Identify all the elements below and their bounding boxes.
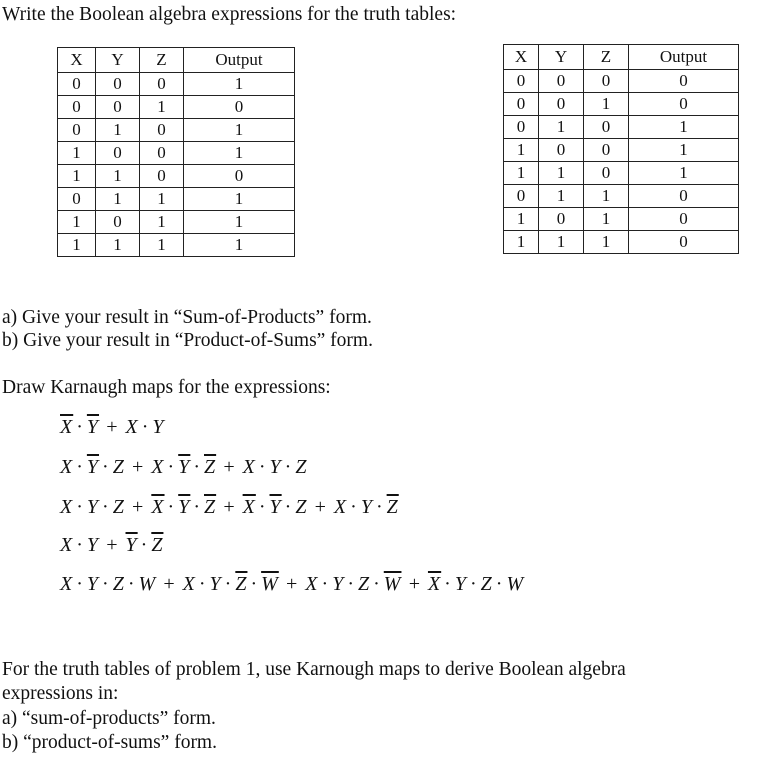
input-cell: 1 — [504, 208, 539, 231]
input-cell: 0 — [96, 73, 140, 96]
output-cell: 0 — [629, 185, 739, 208]
output-cell: 0 — [184, 96, 295, 119]
input-cell: 0 — [58, 96, 96, 119]
input-cell: 1 — [539, 185, 584, 208]
problem3-a: a) “sum-of-products” form. — [2, 708, 216, 729]
table-row — [58, 234, 295, 257]
input-cell: 1 — [584, 231, 629, 254]
table-row — [504, 208, 739, 231]
input-cell: 0 — [96, 96, 140, 119]
output-cell: 0 — [184, 165, 295, 188]
header-output: Output — [184, 48, 295, 73]
header-output: Output — [629, 45, 739, 70]
input-cell: 1 — [140, 211, 184, 234]
input-cell: 0 — [140, 119, 184, 142]
table-row — [58, 165, 295, 188]
truth-table-2 — [503, 44, 739, 254]
table-row — [504, 185, 739, 208]
output-cell: 1 — [184, 73, 295, 96]
header-z: Z — [584, 45, 629, 70]
table-header-row — [504, 45, 739, 70]
input-cell: 1 — [539, 116, 584, 139]
output-cell: 1 — [184, 211, 295, 234]
output-cell: 1 — [629, 139, 739, 162]
input-cell: 1 — [584, 208, 629, 231]
table-header-row — [58, 48, 295, 73]
header-x: X — [58, 48, 96, 73]
input-cell: 0 — [140, 73, 184, 96]
table-row — [504, 139, 739, 162]
table-row — [58, 188, 295, 211]
input-cell: 0 — [58, 73, 96, 96]
input-cell: 0 — [504, 116, 539, 139]
output-cell: 0 — [629, 93, 739, 116]
input-cell: 0 — [58, 188, 96, 211]
problem3-line1: For the truth tables of problem 1, use Karnough maps to derive Boolean algebra — [2, 659, 626, 680]
input-cell: 0 — [584, 162, 629, 185]
output-cell: 1 — [184, 142, 295, 165]
output-cell: 1 — [629, 162, 739, 185]
input-cell: 1 — [96, 165, 140, 188]
problem3-b: b) “product-of-sums” form. — [2, 732, 217, 753]
table-row — [504, 116, 739, 139]
input-cell: 1 — [58, 211, 96, 234]
input-cell: 1 — [58, 142, 96, 165]
input-cell: 0 — [504, 93, 539, 116]
input-cell: 1 — [96, 119, 140, 142]
input-cell: 0 — [140, 142, 184, 165]
expression-3: $X \cdot Y \cdot Z + \overline{X} \cdot \overline{Y} \cdot \overline{Z} + \overline{X} \cdot \overline{Y} \cdot Z + X \cdot Y \cdot \overline{Z}$ — [60, 496, 399, 518]
truth-table-1 — [57, 47, 295, 257]
input-cell: 0 — [539, 93, 584, 116]
input-cell: 1 — [140, 234, 184, 257]
header-y: Y — [96, 48, 140, 73]
input-cell: 1 — [140, 96, 184, 119]
table-row — [58, 142, 295, 165]
output-cell: 1 — [184, 188, 295, 211]
input-cell: 1 — [58, 234, 96, 257]
input-cell: 1 — [584, 93, 629, 116]
part-a: a) Give your result in “Sum-of-Products” form. — [2, 307, 372, 328]
output-cell: 1 — [184, 234, 295, 257]
output-cell: 1 — [184, 119, 295, 142]
input-cell: 0 — [539, 208, 584, 231]
table-row — [504, 93, 739, 116]
input-cell: 1 — [504, 139, 539, 162]
expression-4: $X \cdot Y + \overline{Y} \cdot \overline{Z}$ — [60, 534, 164, 556]
header-y: Y — [539, 45, 584, 70]
input-cell: 1 — [539, 162, 584, 185]
output-cell: 0 — [629, 231, 739, 254]
input-cell: 0 — [58, 119, 96, 142]
input-cell: 1 — [58, 165, 96, 188]
kmap-heading: Draw Karnaugh maps for the expressions: — [2, 377, 331, 398]
input-cell: 1 — [140, 188, 184, 211]
table-row — [58, 96, 295, 119]
output-cell: 0 — [629, 208, 739, 231]
input-cell: 1 — [96, 188, 140, 211]
input-cell: 1 — [504, 231, 539, 254]
input-cell: 0 — [584, 70, 629, 93]
table-row — [504, 70, 739, 93]
problem3-line2: expressions in: — [2, 683, 119, 704]
header-z: Z — [140, 48, 184, 73]
expression-1: $\overline{X} \cdot \overline{Y} + X \cdot Y$ — [60, 416, 165, 438]
output-cell: 0 — [629, 70, 739, 93]
input-cell: 0 — [96, 142, 140, 165]
input-cell: 0 — [539, 139, 584, 162]
table-row — [58, 119, 295, 142]
input-cell: 0 — [504, 185, 539, 208]
output-cell: 1 — [629, 116, 739, 139]
input-cell: 1 — [96, 234, 140, 257]
part-b: b) Give your result in “Product-of-Sums” form. — [2, 330, 373, 351]
input-cell: 0 — [140, 165, 184, 188]
input-cell: 0 — [504, 70, 539, 93]
expression-2: $X \cdot \overline{Y} \cdot Z + X \cdot \overline{Y} \cdot \overline{Z} + X \cdot Y \cdot Z$ — [60, 456, 308, 478]
input-cell: 1 — [584, 185, 629, 208]
table-row — [58, 73, 295, 96]
table-row — [504, 231, 739, 254]
table-row — [58, 211, 295, 234]
input-cell: 0 — [584, 116, 629, 139]
input-cell: 0 — [96, 211, 140, 234]
header-x: X — [504, 45, 539, 70]
input-cell: 1 — [504, 162, 539, 185]
heading: Write the Boolean algebra expressions for the truth tables: — [2, 4, 457, 25]
table-row — [504, 162, 739, 185]
expression-5: $X \cdot Y \cdot Z \cdot W + X \cdot Y \cdot \overline{Z} \cdot \overline{W} + X \cdot Y \cdot Z \cdot \overline{W} + \overline{X} \cdot Y \cdot Z \cdot W$ — [60, 573, 525, 595]
input-cell: 0 — [584, 139, 629, 162]
input-cell: 1 — [539, 231, 584, 254]
input-cell: 0 — [539, 70, 584, 93]
